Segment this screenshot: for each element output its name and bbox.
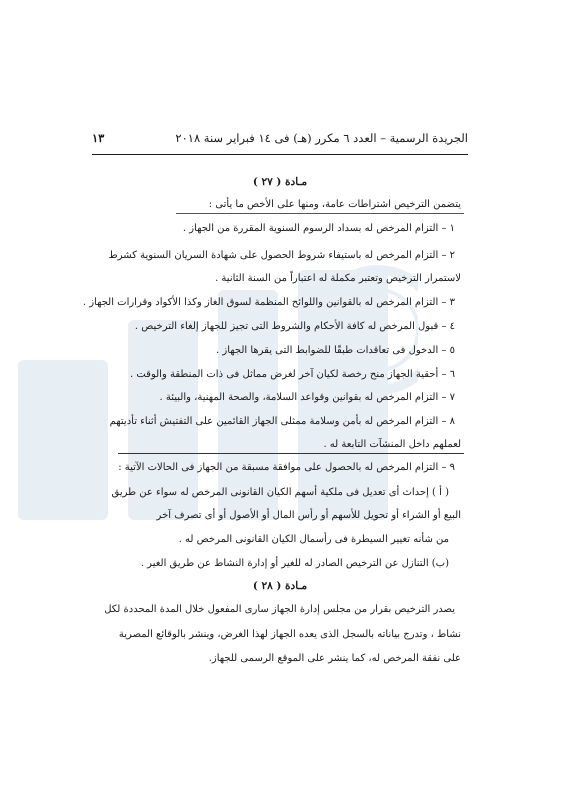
page-number: ١٣ xyxy=(92,131,105,145)
article-28-line-2: نشاط ، وتدرج بياناته بالسجل الذى يعده الجهاز لهذا الغرض، وينشر بالوقائع المصرية xyxy=(118,629,461,640)
item-8-underline xyxy=(118,453,464,454)
article-27-intro: يتضمن الترخيص اشتراطات عامة، ومنها على الأخص ما يأتى : xyxy=(208,199,461,210)
item-9: ٩ – التزام المرخص له بالحصول على موافقة مسبقة من الجهاز فى الحالات الآتية : xyxy=(118,462,455,473)
item-1: ١ – التزام المرخص له بسداد الرسوم السنوية المقررة من الجهاز . xyxy=(182,223,455,234)
subitem-a: ( أ ) إحداث أى تعديل فى ملكية أسهم الكيان القانونى المرخص له سواء عن طريق xyxy=(111,487,449,498)
item-5: ٥ – الدخول فى تعاقدات طبقًا للضوابط التى يقرها الجهاز . xyxy=(216,345,455,356)
item-4: ٤ – قبول المرخص له كافة الأحكام والشروط التى تجيز للجهاز إلغاء الترخيص . xyxy=(134,321,455,332)
article-27-title: مـادة ( ٢٧ ) xyxy=(252,176,308,188)
subitem-b: (ب) التنازل عن الترخيص الصادر له للغير أو إدارة النشاط عن طريق الغير . xyxy=(140,558,449,569)
header-rule xyxy=(92,154,468,155)
item-2: ٢ – التزام المرخص له باستيفاء شروط الحصول على شهادة السريان السنوية كشرط xyxy=(108,250,455,261)
item-8: ٨ – التزام المرخص له بأمن وسلامة ممثلى الجهاز القائمين على التفتيش أثناء تأديتهم xyxy=(109,416,455,427)
item-8-continued: لعملهم داخل المنشآت التابعة له . xyxy=(323,439,461,450)
article-28-title: مـادة ( ٢٨ ) xyxy=(252,580,308,592)
item-6: ٦ – أحقية الجهاز منح رخصة لكيان آخر لغرض مماثل فى ذات المنطقة والوقت . xyxy=(130,369,455,380)
article-28-line-1: يصدر الترخيص بقرار من مجلس إدارة الجهاز سارى المفعول خلال المدة المحددة لكل xyxy=(104,604,455,615)
intro-underline xyxy=(176,213,464,214)
item-3: ٣ – التزام المرخص له بالقوانين واللوائح المنظمة لسوق الغاز وكذا الأكواد وقرارات الجهاز . xyxy=(82,297,455,308)
gazette-title: الجريدة الرسمية – العدد ٦ مكرر (هـ) فى ١٤ فبراير سنة ٢٠١٨ xyxy=(175,131,468,145)
article-28-line-3: على نفقة المرخص له، كما ينشر على الموقع الرسمى للجهاز. xyxy=(208,653,461,664)
item-2-continued: لاستمرار الترخيص وتعتبر مكملة له اعتباراً من السنة الثانية . xyxy=(215,273,461,284)
subitem-a-continued-1: البيع أو الشراء أو تحويل للأسهم أو رأس المال أو الأصول أو أى تصرف آخر xyxy=(156,510,461,521)
item-7: ٧ – التزام المرخص له بقوانين وقواعد السلامة، والصحة المهنية، والبيئة . xyxy=(159,392,455,403)
subitem-a-continued-2: من شأنه تغيير السيطرة فى رأسمال الكيان القانونى المرخص له . xyxy=(178,534,449,545)
